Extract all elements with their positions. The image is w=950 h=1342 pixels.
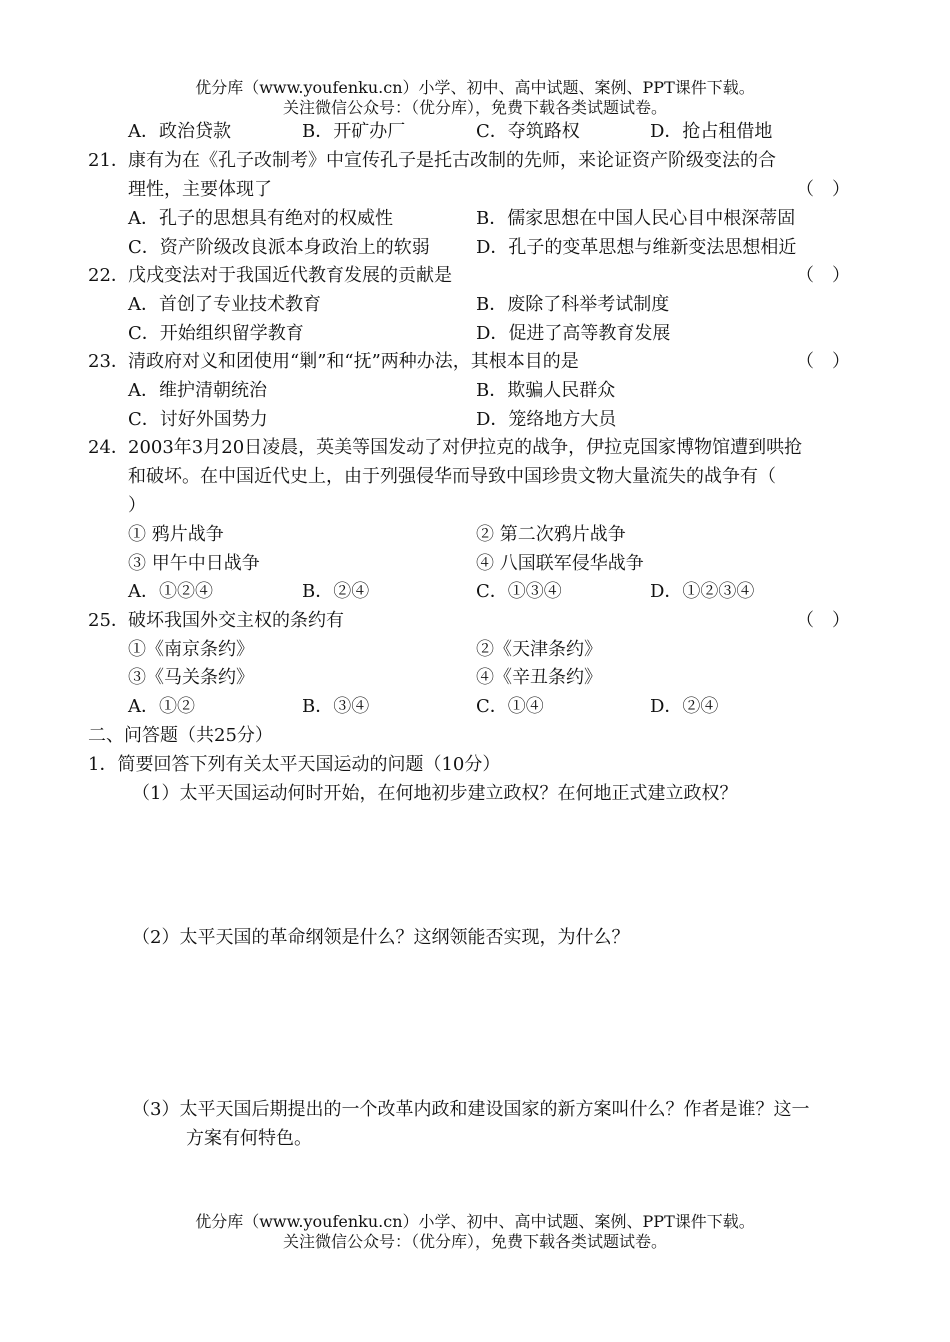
q25-number: 25．	[88, 610, 129, 631]
q21-option-d: D．孔子的变革思想与维新变法思想相近	[476, 237, 797, 258]
q25-item-4: ④《辛丑条约》	[476, 667, 602, 688]
q21-text-2: 理性，主要体现了	[128, 179, 272, 200]
q24-text-1: 2003年3月20日凌晨，英美等国发动了对伊拉克的战争，伊拉克国家博物馆遭到哄抢	[128, 437, 803, 458]
q21-option-b: B．儒家思想在中国人民心目中根深蒂固	[476, 208, 796, 229]
q20-option-c: C．夺筑路权	[476, 121, 580, 142]
q22-text: 戊戌变法对于我国近代教育发展的贡献是	[128, 265, 452, 286]
q24-option-a: A．①②④	[128, 581, 213, 602]
q23-option-b: B．欺骗人民群众	[476, 380, 616, 401]
page-header	[0, 78, 950, 118]
q23-option-c: C．讨好外国势力	[128, 409, 268, 430]
q25-text: 破坏我国外交主权的条约有	[128, 610, 344, 631]
q24-option-b: B．②④	[302, 581, 370, 602]
q21-option-c: C．资产阶级改良派本身政治上的软弱	[128, 237, 430, 258]
header-line-1: 优分库（www.youfenku.cn）小学、初中、高中试题、案例、PPT课件下载。	[195, 78, 755, 97]
essay-q1-sub-3-text-1: （3）太平天国后期提出的一个改革内政和建设国家的新方案叫什么？作者是谁？这一	[132, 1099, 810, 1120]
q23-number: 23．	[88, 351, 129, 372]
q21-option-a: A．孔子的思想具有绝对的权威性	[128, 208, 393, 229]
q20-option-d: D．抢占租借地	[650, 121, 773, 142]
q23-answer-paren: （ ）	[796, 351, 850, 372]
q24-item-4: ④ 八国联军侵华战争	[476, 553, 644, 574]
q24-option-d: D．①②③④	[650, 581, 755, 602]
q24-option-c: C．①③④	[476, 581, 562, 602]
footer-line-1: 优分库（www.youfenku.cn）小学、初中、高中试题、案例、PPT课件下载。	[195, 1212, 755, 1231]
q20-option-b: B．开矿办厂	[302, 121, 406, 142]
q22-option-b: B．废除了科举考试制度	[476, 294, 670, 315]
essay-q1-sub-2-text: （2）太平天国的革命纲领是什么？这纲领能否实现，为什么？	[132, 927, 630, 948]
q24-item-1: ① 鸦片战争	[128, 524, 224, 545]
q21-number: 21．	[88, 150, 129, 171]
footer-line-2: 关注微信公众号：（优分库），免费下载各类试题试卷。	[282, 1232, 667, 1251]
header-line-2: 关注微信公众号：（优分库），免费下载各类试题试卷。	[282, 98, 667, 117]
q22-option-d: D．促进了高等教育发展	[476, 323, 671, 344]
q22-number: 22．	[88, 265, 129, 286]
q24-number: 24．	[88, 437, 129, 458]
q23-option-a: A．维护清朝统治	[128, 380, 267, 401]
section-2-title: 二、问答题（共25分）	[88, 725, 273, 746]
q24-item-3: ③ 甲午中日战争	[128, 553, 260, 574]
q25-answer-paren: （ ）	[796, 610, 850, 631]
q21-answer-paren: （ ）	[796, 179, 850, 200]
q25-option-a: A．①②	[128, 696, 195, 717]
q20-option-a: A．政治贷款	[128, 121, 231, 142]
q22-answer-paren: （ ）	[796, 265, 850, 286]
q25-item-3: ③《马关条约》	[128, 667, 254, 688]
essay-question-1: 1．简要回答下列有关太平天国运动的问题（10分）	[88, 754, 501, 775]
q21-text-1: 康有为在《孔子改制考》中宣传孔子是托古改制的先师，来论证资产阶级变法的合	[128, 150, 776, 171]
q22-option-a: A．首创了专业技术教育	[128, 294, 321, 315]
q25-option-b: B．③④	[302, 696, 370, 717]
essay-q1-sub-3-text-2: 方案有何特色。	[186, 1128, 312, 1149]
q24-item-2: ② 第二次鸦片战争	[476, 524, 626, 545]
q25-option-d: D．②④	[650, 696, 719, 717]
q25-item-2: ②《天津条约》	[476, 639, 602, 660]
page-footer	[0, 1212, 950, 1252]
q23-text: 清政府对义和团使用“剿”和“抚”两种办法，其根本目的是	[128, 351, 579, 372]
q25-item-1: ①《南京条约》	[128, 639, 254, 660]
q23-option-d: D．笼络地方大员	[476, 409, 617, 430]
q24-text-3: ）	[128, 495, 146, 516]
q25-option-c: C．①④	[476, 696, 544, 717]
q22-option-c: C．开始组织留学教育	[128, 323, 304, 344]
q24-text-2: 和破坏。在中国近代史上，由于列强侵华而导致中国珍贵文物大量流失的战争有（	[128, 466, 776, 487]
essay-q1-sub-1-text: （1）太平天国运动何时开始，在何地初步建立政权？在何地正式建立政权？	[132, 783, 738, 804]
